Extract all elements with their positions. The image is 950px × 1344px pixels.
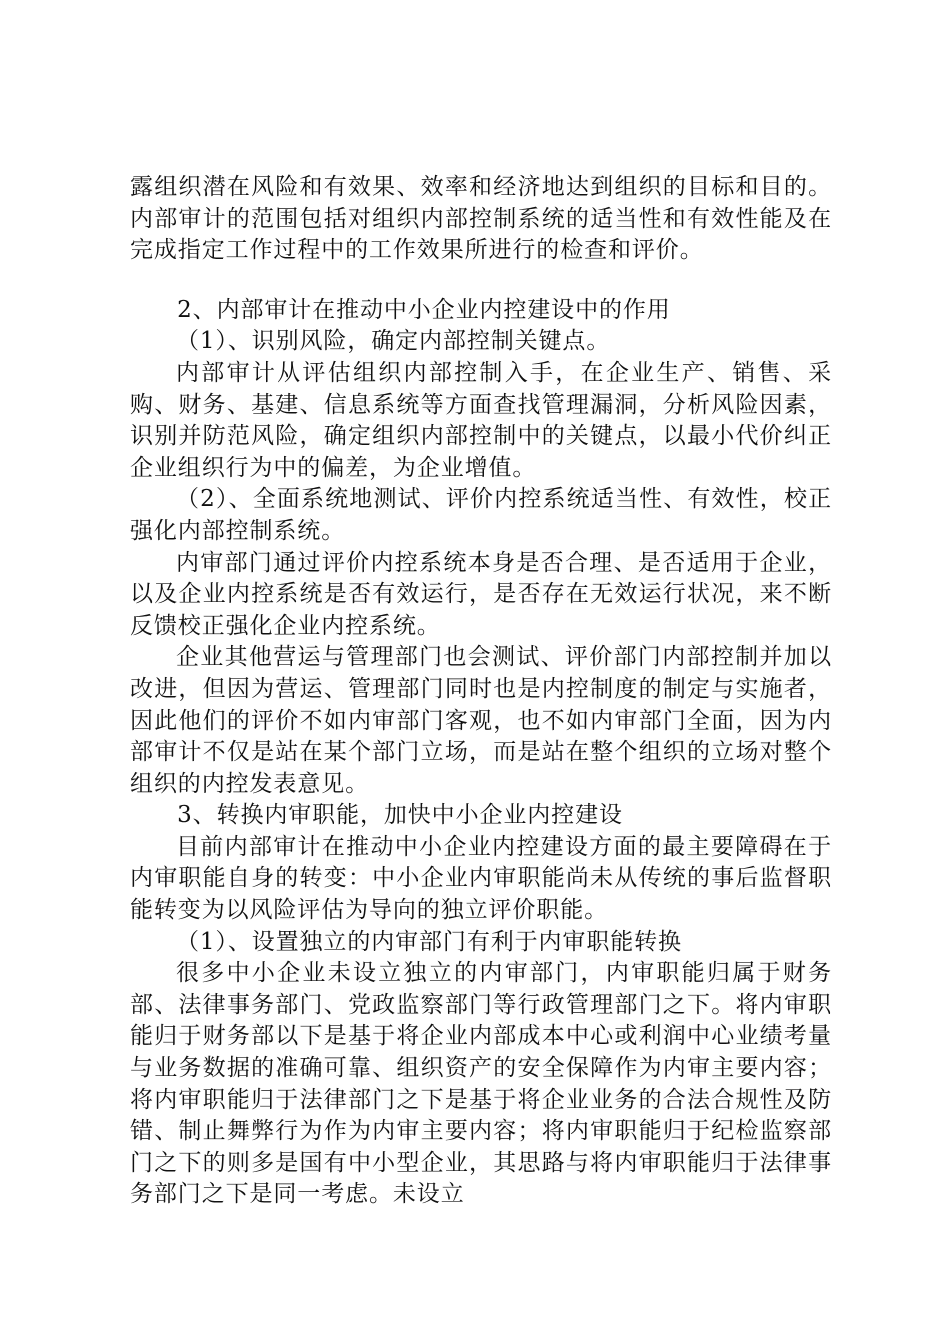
section-heading-2: 2、内部审计在推动中小企业内控建设中的作用 bbox=[177, 296, 671, 323]
paragraph-no-independent-dept: 很多中小企业未设立独立的内审部门，内审职能归属于财务部、法律事务部门、党政监察部门等行政管理部门之下。将内审职能归于财务部以下是基于将企业内部成本中心或利润中心业绩考量与业务数据的准确可靠、组织资产的安全保障作为内审主要内容；将内审职能归于法律部门之下是基于将企业业务的合法合规性及防错、制止舞弊行为作为内审主要内容；将内审职能归于纪检监察部门之下的则多是国有中小型企业，其思路与将内审职能归于法律事务部门之下是同一考虑。未设立 bbox=[130, 960, 832, 1208]
section-heading-3: 3、转换内审职能，加快中小企业内控建设 bbox=[177, 802, 623, 829]
subheading-1-independent-dept: （1）、设置独立的内审部门有利于内审职能转换 bbox=[176, 928, 682, 955]
subheading-2-test-evaluate: （2）、全面系统地测试、评价内控系统适当性、有效性，校正强化内部控制系统。 bbox=[130, 486, 832, 544]
subheading-1-identify-risk: （1）、识别风险，确定内部控制关键点。 bbox=[176, 328, 611, 355]
paragraph-other-departments: 企业其他营运与管理部门也会测试、评价部门内部控制并加以改进，但因为营运、管理部门同时也是内控制度的制定与实施者，因此他们的评价不如内审部门客观，也不如内审部门全面，因为内部审计不仅是站在某个部门立场，而是站在整个组织的立场对整个组织的内控发表意见。 bbox=[130, 644, 832, 797]
paragraph-audit-dept-evaluate: 内审部门通过评价内控系统本身是否合理、是否适用于企业，以及企业内控系统是否有效运行，是否存在无效运行状况，来不断反馈校正强化企业内控系统。 bbox=[130, 549, 832, 639]
paragraph-gap bbox=[130, 267, 832, 295]
paragraph-main-obstacle: 目前内部审计在推动中小企业内控建设方面的最主要障碍在于内审职能自身的转变：中小企业内审职能尚未从传统的事后监督职能转变为以风险评估为导向的独立评价职能。 bbox=[130, 833, 832, 924]
paragraph-continuation: 露组织潜在风险和有效果、效率和经济地达到组织的目标和目的。内部审计的范围包括对组织内部控制系统的适当性和有效性能及在完成指定工作过程中的工作效果所进行的检查和评价。 bbox=[130, 174, 832, 264]
paragraph-identify-risk: 内部审计从评估组织内部控制入手，在企业生产、销售、采购、财务、基建、信息系统等方面查找管理漏洞，分析风险因素，识别并防范风险，确定组织内部控制中的关键点，以最小代价纠正企业组织行为中的偏差，为企业增值。 bbox=[130, 359, 832, 481]
document-body bbox=[130, 172, 832, 1211]
